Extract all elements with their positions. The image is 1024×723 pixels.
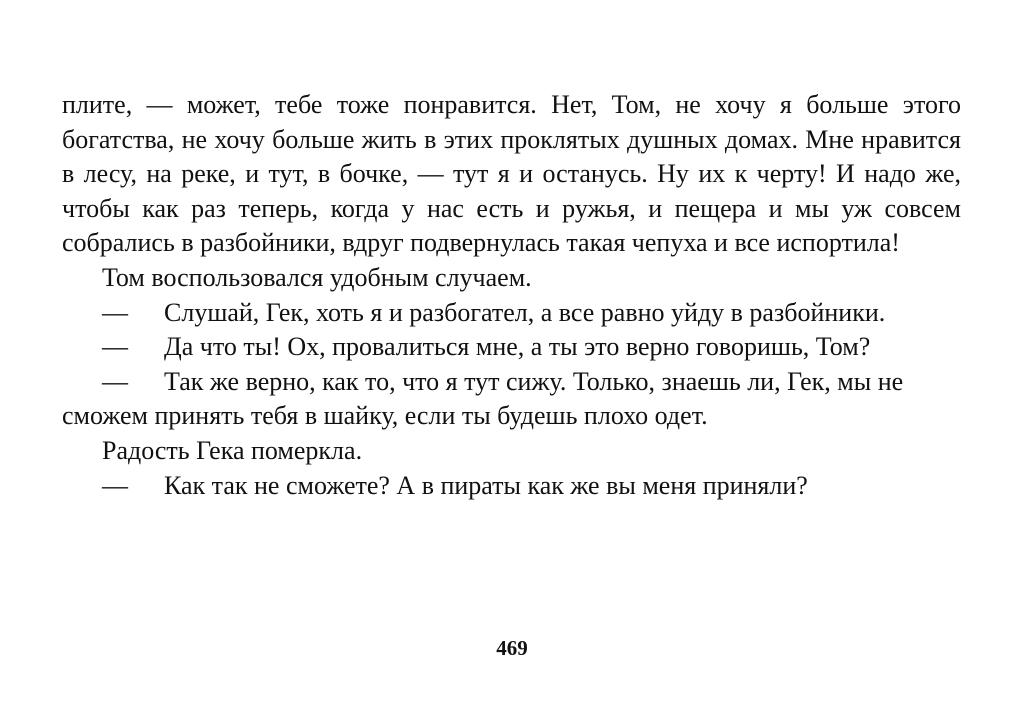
dialogue-text: Слушай, Гек, хоть я и разбогател, а все равно уйду в разбойники. [164, 297, 886, 327]
dialogue-dash: — [102, 366, 128, 396]
dialogue-line-tom-2 [62, 365, 961, 434]
dialogue-line-huck-1 [62, 330, 961, 365]
page-text [62, 88, 961, 503]
paragraph-narration: Том воспользовался удобным случаем. [102, 262, 532, 292]
dialogue-text: Да что ты! Ох, провалиться мне, а ты это верно говоришь, Том? [164, 332, 871, 362]
dialogue-line-tom-1 [62, 296, 961, 331]
paragraph-continuation: плите, — может, тебе тоже понравится. Нет, Том, не хочу я больше этого богатства, не хочу больше жить в этих проклятых душных домах. Мне нравится в лесу, на реке, и тут, в бочке, — тут я и останусь. Ну их к черту! И надо же, чтобы как раз теперь, когда у нас есть и ружья, и пещера и мы уж совсем собрались в разбойники, вдруг подвернулась такая чепуха и все испортила! [62, 90, 961, 258]
dialogue-dash: — [102, 332, 128, 362]
dialogue-dash: — [102, 470, 128, 500]
dialogue-text: Так же верно, как то, что я тут сижу. Только, знаешь ли, Гек, мы не сможем принять тебя в шайку, если ты будешь плохо одет. [62, 366, 904, 431]
dialogue-dash: — [102, 297, 128, 327]
page-number: 469 [496, 636, 528, 660]
paragraph-narration-2: Радость Гека померкла. [102, 435, 363, 465]
dialogue-line-huck-2 [62, 469, 961, 504]
dialogue-text: Как так не сможете? А в пираты как же вы меня приняли? [164, 470, 808, 500]
